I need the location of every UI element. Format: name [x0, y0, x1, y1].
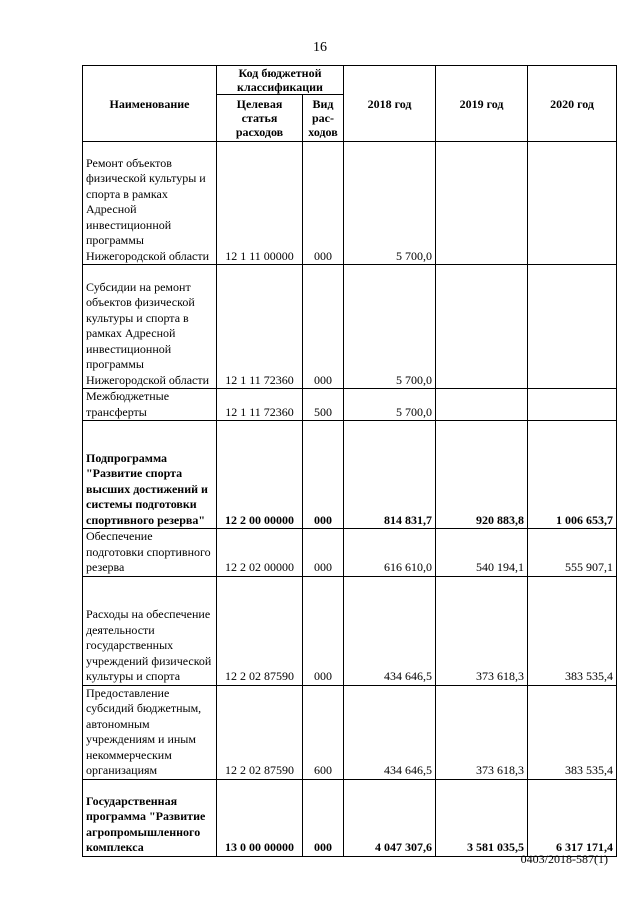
- row-target: 13 0 00 00000: [217, 779, 303, 856]
- header-type: Вид рас-ходов: [303, 95, 344, 142]
- row-2020: 383 535,4: [528, 685, 617, 779]
- table-row: [83, 142, 617, 265]
- header-2019: 2019 год: [436, 66, 528, 142]
- row-2020: [528, 265, 617, 389]
- row-name: Субсидии на ремонт объектов физической культуры и спорта в рамках Адресной инвестиционной программы Нижегородской области: [83, 265, 217, 389]
- row-2018: 4 047 307,6: [344, 779, 436, 856]
- row-target: 12 1 11 72360: [217, 265, 303, 389]
- header-2020: 2020 год: [528, 66, 617, 142]
- row-2020: 6 317 171,4: [528, 779, 617, 856]
- row-type: 600: [303, 685, 344, 779]
- row-target: 12 2 02 87590: [217, 685, 303, 779]
- row-target: 12 1 11 72360: [217, 389, 303, 421]
- header-target: Целевая статья расходов: [217, 95, 303, 142]
- table-row: [83, 529, 617, 577]
- row-name: Предоставление субсидий бюджетным, автономным учреждениям и иным некоммерческим организациям: [83, 685, 217, 779]
- row-name: Государственная программа "Развитие агропромышленного комплекса: [83, 779, 217, 856]
- row-2018: 814 831,7: [344, 421, 436, 529]
- row-2018: 616 610,0: [344, 529, 436, 577]
- row-2020: [528, 389, 617, 421]
- row-type: 500: [303, 389, 344, 421]
- table-row: [83, 576, 617, 685]
- row-2019: 540 194,1: [436, 529, 528, 577]
- header-name: Наименование: [83, 66, 217, 142]
- row-2018: 5 700,0: [344, 142, 436, 265]
- document-code: 0403/2018-587(1): [520, 852, 608, 866]
- table-row: [83, 779, 617, 856]
- row-2019: 373 618,3: [436, 685, 528, 779]
- row-2019: 373 618,3: [436, 576, 528, 685]
- row-type: 000: [303, 529, 344, 577]
- row-target: 12 1 11 00000: [217, 142, 303, 265]
- row-2020: 555 907,1: [528, 529, 617, 577]
- row-target: 12 2 02 87590: [217, 576, 303, 685]
- header-code-group: Код бюджетной классификации: [217, 66, 344, 95]
- row-2019: [436, 389, 528, 421]
- row-2019: 920 883,8: [436, 421, 528, 529]
- table-row: [83, 685, 617, 779]
- row-name: Расходы на обеспечение деятельности государственных учреждений физической культуры и спорта: [83, 576, 217, 685]
- row-name: Ремонт объектов физической культуры и спорта в рамках Адресной инвестиционной программы Нижегородской области: [83, 142, 217, 265]
- row-type: 000: [303, 265, 344, 389]
- row-2020: 383 535,4: [528, 576, 617, 685]
- header-2018: 2018 год: [344, 66, 436, 142]
- table-row: [83, 265, 617, 389]
- row-type: 000: [303, 142, 344, 265]
- page-number: 16: [313, 40, 327, 55]
- row-2018: 5 700,0: [344, 265, 436, 389]
- row-2019: [436, 265, 528, 389]
- budget-table: [82, 65, 617, 857]
- row-name: Межбюджетные трансферты: [83, 389, 217, 421]
- row-2020: 1 006 653,7: [528, 421, 617, 529]
- row-type: 000: [303, 421, 344, 529]
- row-target: 12 2 00 00000: [217, 421, 303, 529]
- row-target: 12 2 02 00000: [217, 529, 303, 577]
- row-name: Подпрограмма "Развитие спорта высших достижений и системы подготовки спортивного резерва": [83, 421, 217, 529]
- row-name: Обеспечение подготовки спортивного резерва: [83, 529, 217, 577]
- row-type: 000: [303, 576, 344, 685]
- row-2018: 434 646,5: [344, 685, 436, 779]
- row-2018: 5 700,0: [344, 389, 436, 421]
- row-type: 000: [303, 779, 344, 856]
- table-row: [83, 389, 617, 421]
- row-2019: 3 581 035,5: [436, 779, 528, 856]
- table-row: [83, 421, 617, 529]
- row-2018: 434 646,5: [344, 576, 436, 685]
- row-2020: [528, 142, 617, 265]
- row-2019: [436, 142, 528, 265]
